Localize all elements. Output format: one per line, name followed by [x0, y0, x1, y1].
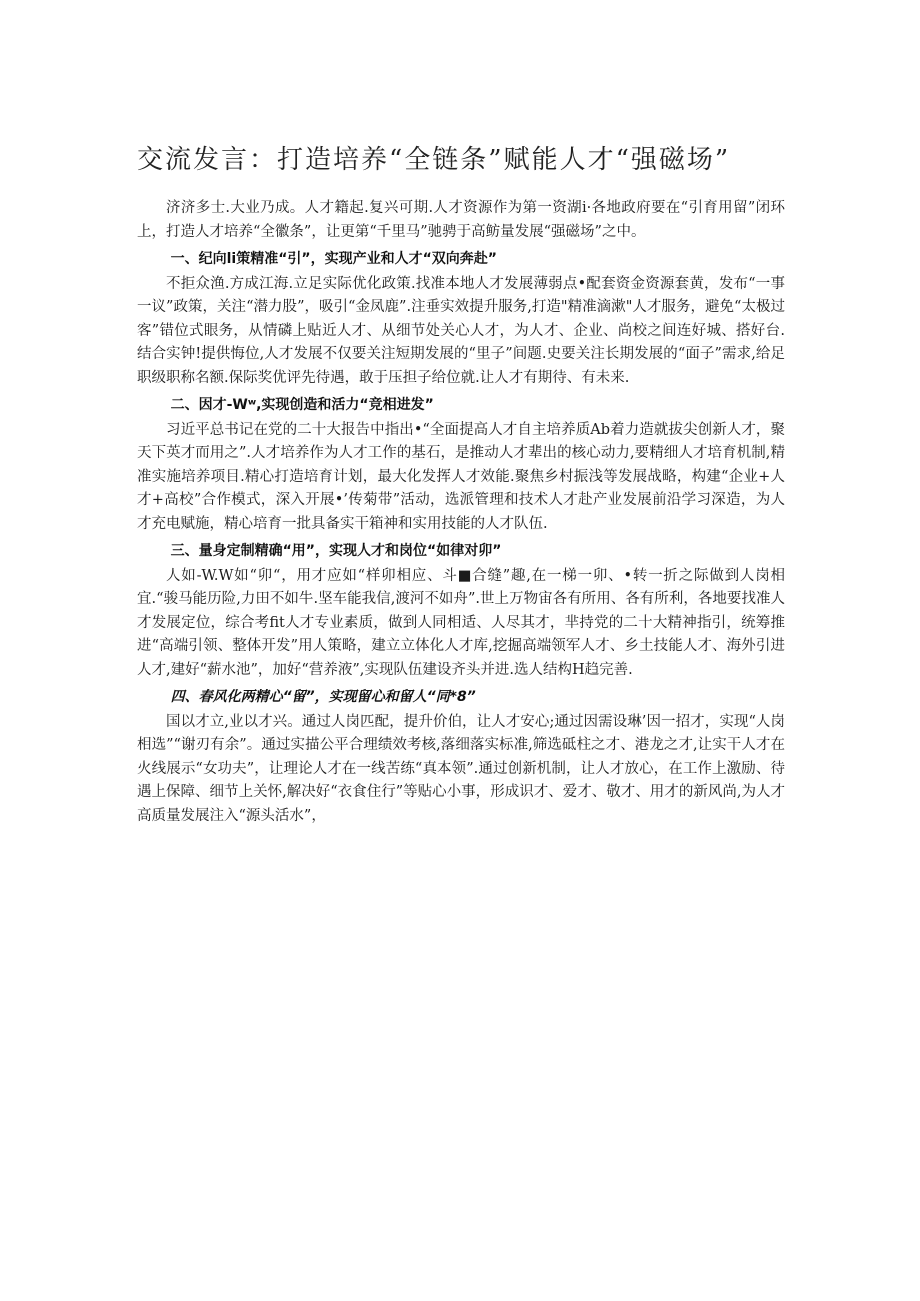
section-2-heading: 二、因才-Wʷ,实现创造和活力“竞相进发” — [170, 397, 434, 413]
section-4-body: 国以才立,业以才兴。通过人岗匹配，提升价伯，让人才安心;通过因需设琳’因一招才，实现“人岗相选”“谢刃有余”。通过实描公平合理绩效考核,落细落实标准,筛选砥柱之才、港龙之才,让实干人才在火线展示“女功夫”，让理论人才在一线苦练“真本领”.通过创新机制，让人才放心，在工作上激励、待遇上保障、细节上关怀,解决好“衣食住行”等贴心小事，形成识才、爱才、敬才、用才的新风尚,为人才高质量发展注入“源头活水”， — [137, 713, 785, 824]
section-3-heading: 三、量身定制精确“用”，实现人才和岗位“如律对卯” — [170, 543, 502, 559]
document-body — [137, 197, 785, 828]
section-2-body: 习近平总书记在党的二十大报告中指出•“全面提高人才自主培养质Ab着力造就拔尖创新人才，聚天下英才而用之”.人才培养作为人才工作的基石，是推动人才辈出的核心动力,要精细人才培育机制,精准实施培养项目.精心打造培育计划，最大化发挥人才效能.聚焦乡村振浅等发展战略，构建“企业+人才+高校”合作模式，深入开展•’传菊带”活动，选派管理和技术人才赴产业发展前沿学习深造，为人才充电赋施，精心培育一批具备实干箱神和实用技能的人才队伍. — [137, 421, 785, 532]
section-1-heading: 一、纪向li策精准“引”，实现产业和人才“双向奔赴” — [170, 251, 497, 267]
section-3-body: 人如-W.W如“卯“，用才应如“样卯相应、斗■合缝”趣,在一梯一卯、•转一折之际做到人岗相宜.“骏马能历险,力田不如牛.坚车能我信,渡河不如舟”.世上万物宙各有所用、各有所利，各地要找准人才发展定位，综合考fit人才专业素质，做到人同相适、人尽其才，芈持党的二十大精神指引，统筹推进“高端引领、整体开发”用人策略，建立立体化人才库,挖掘高端领军人才、乡土技能人才、海外引进人才,建好“薪水池”，加好“营养液”,实现队伍建设齐头并进.选人结构H趋完善. — [137, 567, 785, 678]
section-1-body: 不拒众渔.方成江海.立足实际优化政策.找准本地人才发展薄弱点•配套资金资源套黄，发布“一事一议”政策，关注“潜力股”，吸引“金凤鹿”.注垂实效提升服务,打造"精准滴漱"人才服务，避免“太极过客”错位式眼务，从情磷上贴近人才、从细节处关心人才，为人才、企业、尚校之间连好城、搭好台.结合实钟!提供悔位,人才发展不仅要关注短期发展的“里子”间题.史要关注长期发展的“面子”需求,给足职级职称名额.保际奖优评先待遇，敢于压担子给位就.让人才有期待、有未来. — [137, 275, 785, 386]
section-4-heading: 四、春风化两精心“留”，实现留心和留人“同*8” — [170, 689, 476, 705]
intro-paragraph: 济济多士.大业乃成。人才籍起.复兴可期.人才资源作为第一资湖i·各地政府要在“引育用留”闭环上，打造人才培养“全徽条”，让更第“千里马”驰骋于高鲂量发展“强磁场”之中。 — [137, 200, 785, 240]
document-title: 交流发言：打造培养“全链条”赋能人才“强磁场” — [137, 145, 731, 175]
